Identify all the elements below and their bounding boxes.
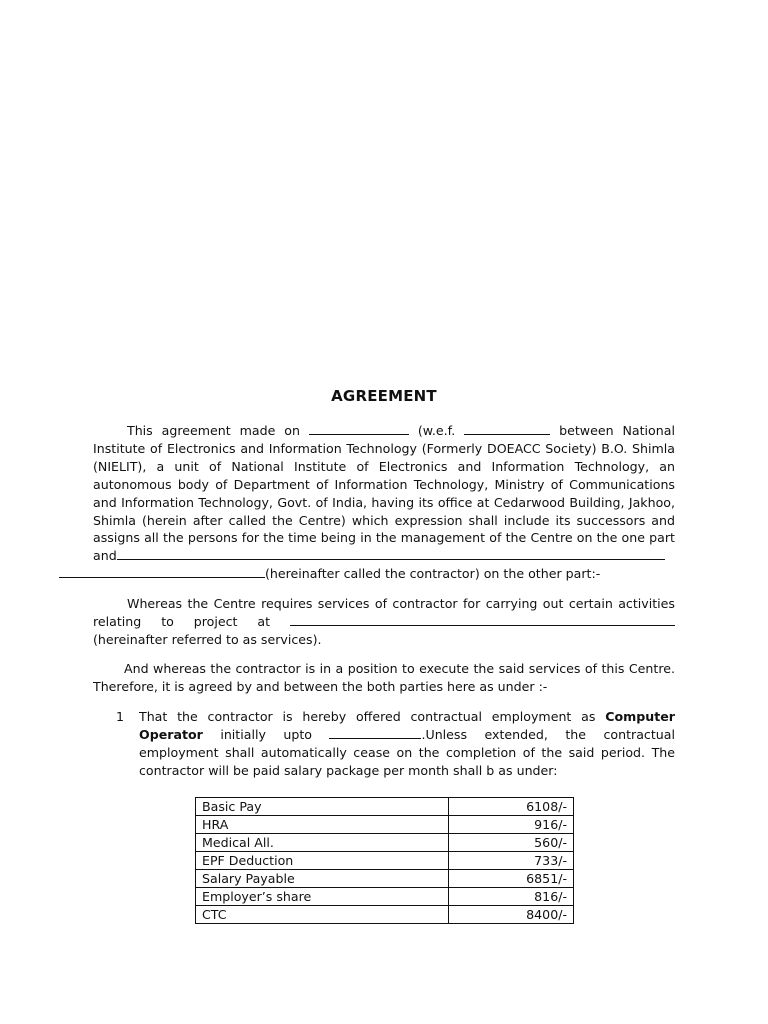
table-row xyxy=(196,888,574,906)
salary-label: Employer’s share xyxy=(196,888,449,906)
salary-label: EPF Deduction xyxy=(196,852,449,870)
period-blank xyxy=(329,726,421,739)
party-blank-2 xyxy=(59,565,265,578)
table-row xyxy=(196,834,574,852)
clause-body xyxy=(139,708,675,780)
salary-label: HRA xyxy=(196,816,449,834)
salary-amount: 8400/- xyxy=(449,906,574,924)
party-blank-1 xyxy=(117,547,665,560)
page-title: AGREEMENT xyxy=(331,387,437,405)
table-row xyxy=(196,906,574,924)
wef-blank xyxy=(464,422,550,435)
para1-start: This agreement made on xyxy=(127,423,300,438)
clause-end: .Unless extended, the contractual employment shall automatically cease on the completion of the said period. The contractor will be paid salary package per month shall b as under: xyxy=(139,726,675,778)
para2-start: Whereas the Centre requires services of contractor for carrying out certain activities relating to project at xyxy=(93,596,675,629)
salary-amount: 560/- xyxy=(449,834,574,852)
salary-amount: 916/- xyxy=(449,816,574,834)
para1-rest: between National Institute of Electronics and Information Technology (Formerly DOEACC Society) B.O. Shimla (NIELIT), a unit of National Institute of Electronics and Information Technology, an autonomous body of Department of Information Technology, Ministry of Communications and Information Technology, Govt. of India, having its office at Cedarwood Building, Jakhoo, Shimla (herein after called the Centre) which expression shall include its successors and assigns all the persons for the time being in the management of the Centre on the one part xyxy=(93,423,675,546)
clause-start: That the contractor is hereby offered contractual employment as xyxy=(139,709,596,724)
para1-wef: (w.e.f. xyxy=(417,423,456,438)
clause-middle: initially upto xyxy=(220,726,312,742)
para2-end: (hereinafter referred to as services). xyxy=(93,631,322,647)
salary-label: Medical All. xyxy=(196,834,449,852)
salary-amount: 6108/- xyxy=(449,798,574,816)
whereas-paragraph: And whereas the contractor is in a position to execute the said services of this Centre. Therefore, it is agreed by and between the both parties here as under :- xyxy=(93,661,675,694)
salary-amount: 816/- xyxy=(449,888,574,906)
salary-label: Basic Pay xyxy=(196,798,449,816)
para1-contractor: (hereinafter called the contractor) on the other part:- xyxy=(265,566,601,582)
salary-amount: 6851/- xyxy=(449,870,574,888)
clause-role: Computer Operator xyxy=(139,709,675,742)
services-paragraph xyxy=(93,595,675,649)
table-row xyxy=(196,870,574,888)
salary-label: CTC xyxy=(196,906,449,924)
project-blank xyxy=(290,613,675,626)
agreement-paragraph xyxy=(93,422,675,583)
table-row xyxy=(196,852,574,870)
salary-label: Salary Payable xyxy=(196,870,449,888)
clause-number: 1 xyxy=(116,709,125,724)
table-row xyxy=(196,816,574,834)
para1-and: and xyxy=(93,548,117,564)
salary-table xyxy=(195,797,574,924)
date-blank xyxy=(309,422,409,435)
salary-amount: 733/- xyxy=(449,852,574,870)
table-row xyxy=(196,798,574,816)
clause-1 xyxy=(93,708,675,780)
